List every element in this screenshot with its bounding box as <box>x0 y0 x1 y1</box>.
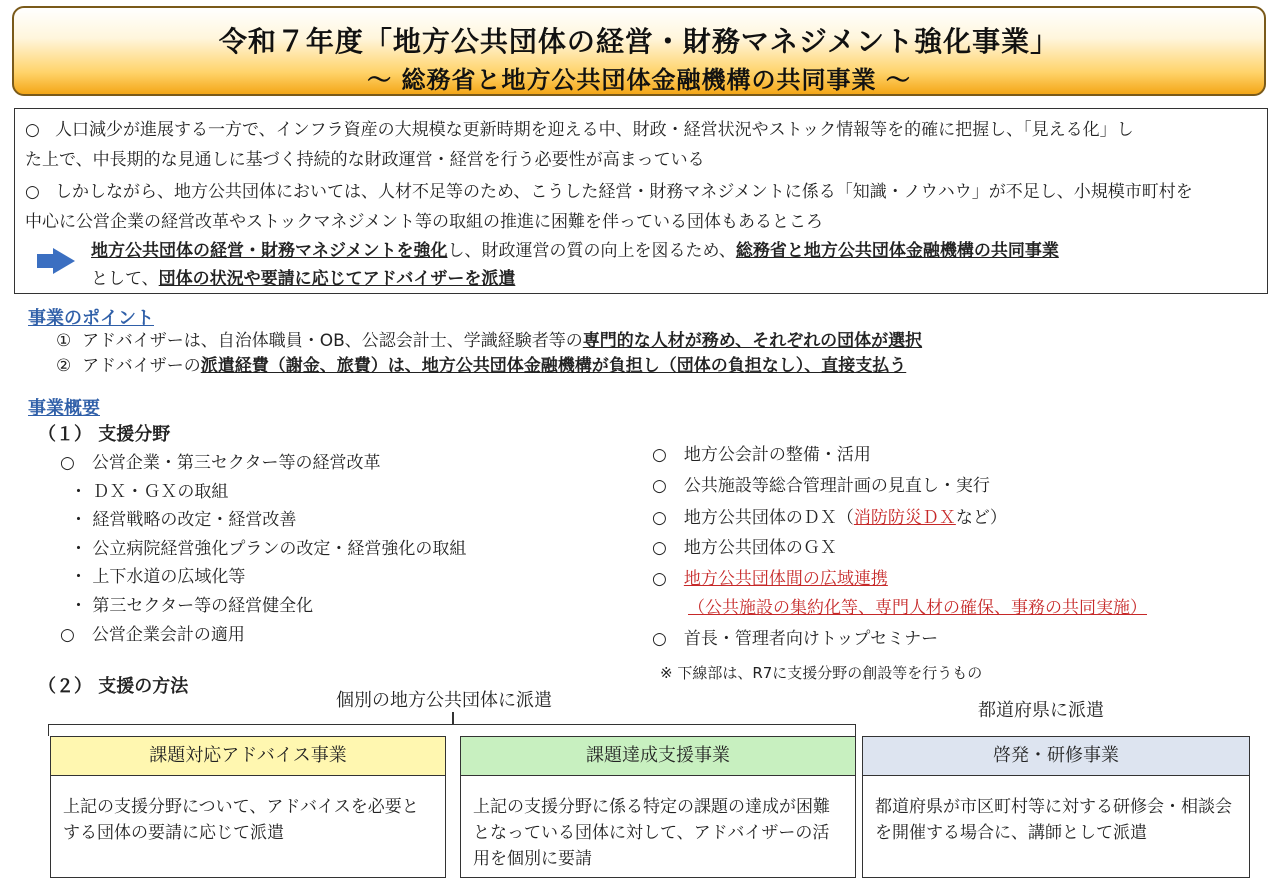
point-1 <box>56 329 922 353</box>
conclusion-bold-2: 総務省と地方公共団体金融機構の共同事業 <box>735 241 1059 261</box>
card-achievement-title: 課題達成支援事業 <box>461 737 855 776</box>
regional-detail-text: （公共施設の集約化等、専門人材の確保、事務の共同実施） <box>688 598 1147 618</box>
point-2-text: アドバイザーの <box>82 356 201 376</box>
point-1-bold: 専門的な人材が務め、それぞれの団体が選択 <box>582 331 923 351</box>
point-2-bold: 派遣経費（謝金、旅費）は、地方公共団体金融機構が負担し（団体の負担なし）、直接支払う <box>200 356 907 376</box>
point-1-number: ① <box>56 331 72 351</box>
overview-heading: 事業概要 <box>28 398 100 419</box>
right-item-dx-text: ○ 地方公共団体のＤＸ（ <box>652 508 854 528</box>
left-item: ○ 公営企業・第三セクター等の経営改革 <box>60 453 381 473</box>
card-training-title: 啓発・研修事業 <box>863 737 1249 776</box>
support-method-heading: （２） 支援の方法 <box>38 676 189 697</box>
left-item: ・ 第三セクター等の経営健全化 <box>70 596 314 616</box>
intro-paragraph-2 <box>25 177 1193 237</box>
points-heading: 事業のポイント <box>28 308 154 329</box>
intro-paragraph-1 <box>25 115 1134 175</box>
point-1-text: アドバイザーは、自治体職員・OB、公認会計士、学識経験者等の <box>82 331 583 351</box>
conclusion-text-2: として、 <box>91 269 159 289</box>
card-training-body: 都道府県が市区町村等に対する研修会・相談会を開催する場合に、講師として派遣 <box>875 797 1232 843</box>
support-fields-heading: （１） 支援分野 <box>38 424 171 445</box>
card-advice <box>50 736 446 878</box>
conclusion-bold-3: 団体の状況や要請に応じてアドバイザーを派遣 <box>158 269 516 289</box>
prefecture-dispatch-label: 都道府県に派遣 <box>978 700 1104 721</box>
card-training <box>862 736 1250 878</box>
individual-dispatch-label: 個別の地方公共団体に派遣 <box>336 690 552 711</box>
left-item: ○ 公営企業会計の適用 <box>60 625 245 645</box>
right-item: ○ 首長・管理者向けトップセミナー <box>652 629 939 649</box>
arrow-head-icon <box>53 248 75 274</box>
regional-cooperation-text: 地方公共団体間の広域連携 <box>683 569 888 589</box>
footnote: ※ 下線部は、R7に支援分野の創設等を行うもの <box>660 664 983 682</box>
right-item-regional-detail <box>688 595 1147 621</box>
card-advice-body: 上記の支援分野について、アドバイスを必要とする団体の要請に応じて派遣 <box>63 797 419 843</box>
point-2-number: ② <box>56 356 72 376</box>
left-item: ・ 経営戦略の改定・経営改善 <box>70 510 297 530</box>
bracket <box>48 724 856 736</box>
page-title: 令和７年度「地方公共団体の経営・財務マネジメント強化事業」 <box>218 25 1060 58</box>
intro-p1-line1: 人口減少が進展する一方で、インフラ資産の大規模な更新時期を迎える中、財政・経営状況やストック情報等を的確に把握し、「見える化」し <box>55 120 1134 140</box>
dx-red-text: 消防防災ＤＸ <box>853 508 956 528</box>
right-item-dx <box>652 505 1007 531</box>
title-banner <box>12 6 1266 96</box>
left-item: ・ 上下水道の広域化等 <box>70 567 246 587</box>
intro-p2-line1: しかしながら、地方公共団体においては、人材不足等のため、こうした経営・財務マネジメントに係る「知識・ノウハウ」が不足し、小規模市町村を <box>55 182 1193 202</box>
bullet-circle: ○ <box>25 182 40 202</box>
dx-tail-text: など） <box>955 508 1007 528</box>
card-advice-title: 課題対応アドバイス事業 <box>51 737 445 776</box>
intro-box <box>14 108 1268 294</box>
conclusion-text-1: し、財政運営の質の向上を図るため、 <box>447 241 736 261</box>
left-item: ・ 公立病院経営強化プランの改定・経営強化の取組 <box>70 539 467 559</box>
right-item: ○ 地方公会計の整備・活用 <box>652 445 871 465</box>
left-item: ・ ＤＸ・ＧＸの取組 <box>70 482 229 502</box>
intro-p2-line2: 中心に公営企業の経営改革やストックマネジメント等の取組の推進に困難を伴っている団体もあるところ <box>25 212 823 232</box>
page-subtitle: ～ 総務省と地方公共団体金融機構の共同事業 ～ <box>367 66 911 94</box>
right-item-regional-bullet: ○ <box>652 569 684 589</box>
right-item-regional <box>652 566 888 592</box>
card-achievement-body: 上記の支援分野に係る特定の課題の達成が困難となっている団体に対して、アドバイザーの活用を個別に要請 <box>473 797 830 869</box>
bullet-circle: ○ <box>25 120 40 140</box>
conclusion-bold-1: 地方公共団体の経営・財務マネジメントを強化 <box>91 241 448 261</box>
bracket-tick <box>452 712 454 724</box>
intro-p1-line2: た上で、中長期的な見通しに基づく持続的な財政運営・経営を行う必要性が高まっている <box>25 150 705 170</box>
point-2 <box>56 354 906 378</box>
right-item: ○ 公共施設等総合管理計画の見直し・実行 <box>652 476 990 496</box>
intro-conclusion <box>91 237 1059 293</box>
right-item: ○ 地方公共団体のＧＸ <box>652 538 837 558</box>
card-achievement <box>460 736 856 878</box>
